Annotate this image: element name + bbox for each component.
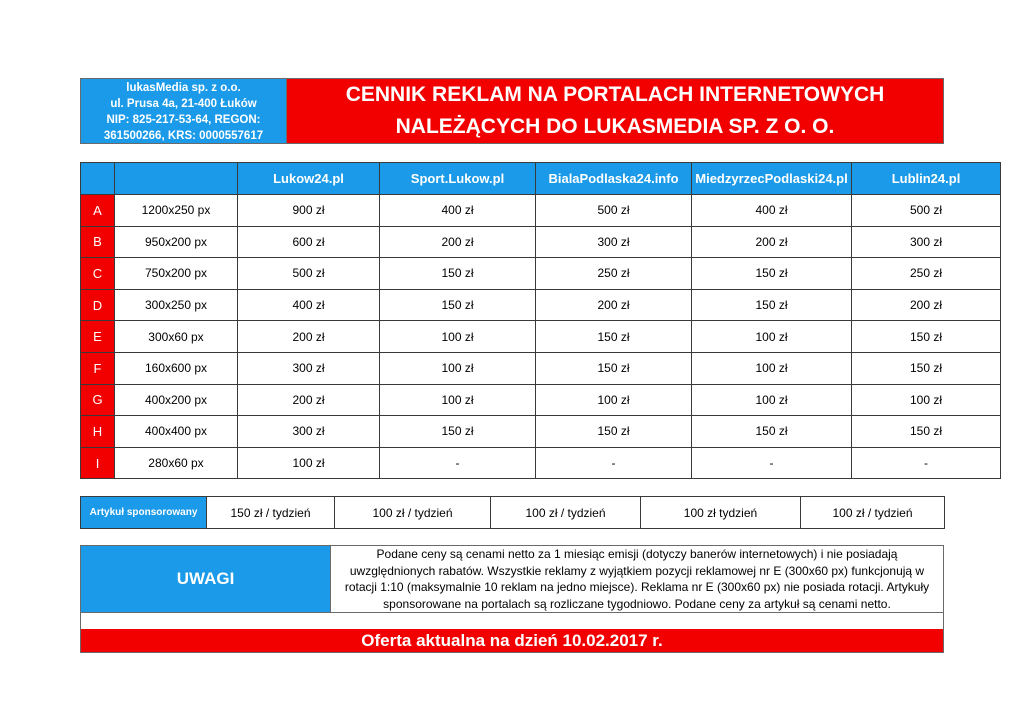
table-row [81, 416, 1001, 448]
price-cell: - [380, 447, 536, 479]
price-cell: 400 zł [692, 195, 852, 227]
sponsored-price: 100 zł / tydzień [335, 497, 491, 529]
price-cell: 200 zł [380, 226, 536, 258]
company-name: lukasMedia sp. z o.o. [126, 81, 241, 94]
price-cell: 200 zł [238, 384, 380, 416]
ad-size: 160x600 px [115, 352, 238, 384]
price-cell: 200 zł [692, 226, 852, 258]
column-header: Lukow24.pl [238, 163, 380, 195]
column-header: MiedzyrzecPodlaski24.pl [692, 163, 852, 195]
row-code: E [81, 321, 115, 353]
price-cell: - [536, 447, 692, 479]
price-cell: 150 zł [852, 416, 1001, 448]
row-code: A [81, 195, 115, 227]
price-cell: 300 zł [536, 226, 692, 258]
table-row [81, 352, 1001, 384]
notes-line: rotacji 1:10 (maksymalnie 10 reklam na jedno miejsce). Reklama nr E (300x60 px) nie posiada rotacji. Artykuły [344, 580, 930, 594]
price-cell: 100 zł [380, 321, 536, 353]
table-row [81, 195, 1001, 227]
price-cell: 400 zł [238, 289, 380, 321]
page-title [287, 78, 944, 144]
offer-banner: Oferta aktualna na dzień 10.02.2017 r. [81, 629, 943, 652]
price-cell: 500 zł [536, 195, 692, 227]
company-address: ul. Prusa 4a, 21-400 Łuków [110, 97, 257, 110]
price-cell: 150 zł [852, 352, 1001, 384]
price-cell: 150 zł [692, 416, 852, 448]
price-cell: - [692, 447, 852, 479]
price-cell: 300 zł [852, 226, 1001, 258]
sponsored-price: 100 zł / tydzień [491, 497, 641, 529]
price-cell: 150 zł [536, 321, 692, 353]
notes-text [330, 546, 943, 612]
sponsored-label: Artykuł sponsorowany [81, 497, 207, 529]
row-code: C [81, 258, 115, 290]
price-cell: 150 zł [536, 416, 692, 448]
row-code: D [81, 289, 115, 321]
table-row [81, 384, 1001, 416]
table-row [81, 226, 1001, 258]
row-code: B [81, 226, 115, 258]
notes-label: UWAGI [81, 546, 330, 612]
table-row [81, 447, 1001, 479]
ad-size: 300x250 px [115, 289, 238, 321]
ad-size: 300x60 px [115, 321, 238, 353]
price-cell: 100 zł [380, 352, 536, 384]
ad-size: 280x60 px [115, 447, 238, 479]
ad-size: 750x200 px [115, 258, 238, 290]
price-cell: 200 zł [238, 321, 380, 353]
price-cell: 900 zł [238, 195, 380, 227]
company-regon-krs: 361500266, KRS: 0000557617 [103, 129, 264, 142]
price-cell: 150 zł [852, 321, 1001, 353]
title-line-2: NALEŻĄCYCH DO LUKASMEDIA SP. Z O. O. [395, 115, 835, 138]
price-cell: 100 zł [692, 384, 852, 416]
table-row [81, 289, 1001, 321]
price-cell: - [852, 447, 1001, 479]
row-code: H [81, 416, 115, 448]
price-cell: 100 zł [380, 384, 536, 416]
price-cell: 250 zł [536, 258, 692, 290]
price-cell: 100 zł [692, 352, 852, 384]
price-cell: 150 zł [380, 416, 536, 448]
price-cell: 400 zł [380, 195, 536, 227]
price-cell: 100 zł [238, 447, 380, 479]
title-line-1: CENNIK REKLAM NA PORTALACH INTERNETOWYCH [345, 83, 885, 106]
price-cell: 100 zł [692, 321, 852, 353]
sponsored-price: 100 zł / tydzień [801, 497, 945, 529]
price-cell: 300 zł [238, 352, 380, 384]
price-cell: 600 zł [238, 226, 380, 258]
column-header: Sport.Lukow.pl [380, 163, 536, 195]
row-code: I [81, 447, 115, 479]
price-cell: 150 zł [692, 258, 852, 290]
ad-size: 1200x250 px [115, 195, 238, 227]
price-cell: 500 zł [852, 195, 1001, 227]
price-cell: 100 zł [536, 384, 692, 416]
price-cell: 150 zł [380, 258, 536, 290]
notes-line: Podane ceny są cenami netto za 1 miesiąc emisji (dotyczy banerów internetowych) i nie posiadają [376, 547, 898, 561]
price-cell: 150 zł [380, 289, 536, 321]
ad-size: 400x400 px [115, 416, 238, 448]
divider [81, 612, 943, 613]
ad-size: 400x200 px [115, 384, 238, 416]
price-cell: 150 zł [692, 289, 852, 321]
price-cell: 200 zł [852, 289, 1001, 321]
company-nip-regon: NIP: 825-217-53-64, REGON: [106, 113, 261, 126]
column-header: BialaPodlaska24.info [536, 163, 692, 195]
sponsored-price: 100 zł tydzień [641, 497, 801, 529]
row-code: F [81, 352, 115, 384]
notes-line: uwzględnionych rabatów. Wszystkie reklamy z wyjątkiem pozycji reklamowej nr E (300x60 px) funkcjonują w [349, 563, 925, 578]
sponsored-table [80, 496, 945, 529]
row-code: G [81, 384, 115, 416]
price-cell: 150 zł [536, 352, 692, 384]
sponsored-price: 150 zł / tydzień [207, 497, 335, 529]
price-cell: 500 zł [238, 258, 380, 290]
header-blank-code [81, 163, 115, 195]
company-info [80, 78, 287, 144]
notes-line: sponsorowane na portalach są rozliczane tygodniowo. Podane ceny za artykuł są cenami netto. [383, 596, 891, 611]
table-row [81, 321, 1001, 353]
price-cell: 200 zł [536, 289, 692, 321]
price-table [80, 162, 1001, 479]
column-header: Lublin24.pl [852, 163, 1001, 195]
price-cell: 100 zł [852, 384, 1001, 416]
table-header-row [81, 163, 1001, 195]
sponsored-row [81, 497, 945, 529]
ad-size: 950x200 px [115, 226, 238, 258]
table-row [81, 258, 1001, 290]
price-cell: 300 zł [238, 416, 380, 448]
header-blank-size [115, 163, 238, 195]
price-cell: 250 zł [852, 258, 1001, 290]
